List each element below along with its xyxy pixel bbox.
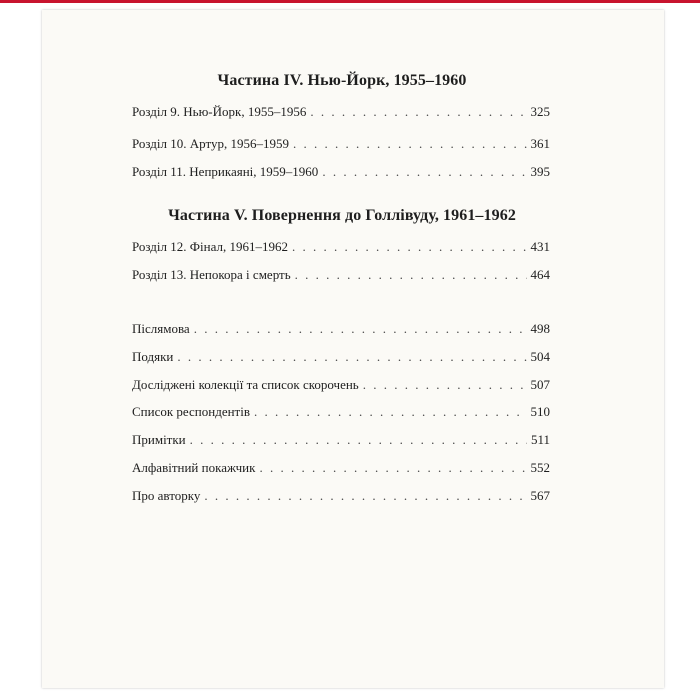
- toc-entry: [132, 349, 550, 365]
- toc-entry: [132, 321, 550, 337]
- leader-dots: [190, 432, 527, 448]
- toc-entry-page: 567: [530, 488, 550, 503]
- toc-entry: [132, 488, 550, 504]
- toc-entry-page: 507: [530, 377, 550, 392]
- toc-entry-page: 361: [530, 136, 550, 151]
- toc-entry: [132, 267, 550, 283]
- toc-entry: [132, 239, 550, 255]
- toc-entry-title: Розділ 11. Неприкаяні, 1959–1960: [132, 164, 319, 179]
- toc-entry-page: 325: [530, 104, 550, 119]
- part-heading: Частина IV. Нью-Йорк, 1955–1960: [217, 72, 467, 89]
- toc-entry: [132, 432, 550, 448]
- part-heading: Частина V. Повернення до Голлівуду, 1961–1962: [168, 207, 516, 224]
- toc-entry: [132, 136, 550, 152]
- toc-entry-page: 498: [530, 321, 550, 336]
- toc-entry-page: 464: [530, 267, 550, 282]
- leader-dots: [177, 349, 526, 365]
- leader-dots: [322, 164, 526, 180]
- toc-entry-title: Післямова: [132, 321, 190, 336]
- leader-dots: [293, 136, 527, 152]
- leader-dots: [254, 404, 527, 420]
- toc-entry-page: 511: [530, 432, 550, 447]
- leader-dots: [194, 321, 527, 337]
- toc-entry-title: Розділ 13. Непокора і смерть: [132, 267, 291, 282]
- toc-entry-page: 504: [530, 349, 550, 364]
- toc-entry-title: Досліджені колекції та список скорочень: [132, 377, 359, 392]
- toc-entry-page: 431: [530, 239, 550, 254]
- leader-dots: [292, 239, 527, 255]
- toc-entry-page: 395: [530, 164, 550, 179]
- toc-entry-title: Примітки: [132, 432, 186, 447]
- toc-entry: [132, 164, 550, 180]
- toc-entry-title: Розділ 12. Фінал, 1961–1962: [132, 239, 288, 254]
- toc-entry-page: 510: [530, 404, 550, 419]
- leader-dots: [204, 488, 526, 504]
- leader-dots: [363, 377, 527, 393]
- book-page: [42, 10, 664, 688]
- leader-dots: [259, 460, 526, 476]
- leader-dots: [310, 104, 526, 120]
- toc-entry-title: Список респондентів: [132, 404, 250, 419]
- toc-entry-title: Подяки: [132, 349, 174, 364]
- toc-entry: [132, 377, 550, 393]
- toc-entry-title: Розділ 10. Артур, 1956–1959: [132, 136, 289, 151]
- toc-entry-title: Розділ 9. Нью-Йорк, 1955–1956: [132, 104, 307, 119]
- toc-entry-title: Про авторку: [132, 488, 201, 503]
- toc-entry: [132, 460, 550, 476]
- leader-dots: [295, 267, 527, 283]
- toc-entry-title: Алфавітний покажчик: [132, 460, 256, 475]
- toc-entry-page: 552: [530, 460, 550, 475]
- toc-entry: [132, 404, 550, 420]
- toc-entry: [132, 104, 550, 120]
- background-edge: [0, 0, 700, 3]
